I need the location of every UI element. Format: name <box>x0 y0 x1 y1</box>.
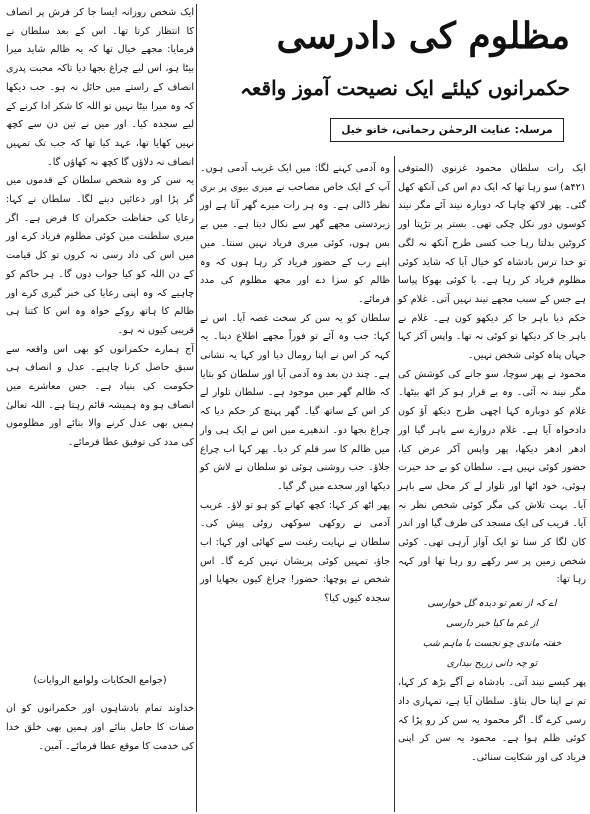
paragraph: وہ آدمی کہنے لگا: میں ایک غریب آدمی ہوں۔ آپ کے ایک خاص مصاحب نے میری بیوی پر بری نظر ڈالی ہے۔ وہ ہر رات میرے گھر آتا ہے اور زبردستی مجھے گھر سے نکال دیتا ہے۔ میں بے بس ہوں، کوئی میری فریاد نہیں سنتا۔ میں اپنے رب کے حضور فریاد کر رہا ہوں کہ وہ ظالم کو سزا دے اور مجھ مظلوم کی مدد فرمائے۔ <box>200 163 390 305</box>
article-subtitle: حکمرانوں کیلئے ایک نصیحت آموز واقعہ <box>240 76 570 100</box>
paragraph: ایک رات سلطان محمود غزنوی (المتوفی ۴۲۱ھ) سو رہا تھا کہ ایک دم اس کی آنکھ کھل گئی۔ پھر لاکھ چاہا کہ دوبارہ نیند آئے مگر نیند کوسوں دور نکل چکی تھی۔ بستر پر تڑپتا اور کروٹیں بدلتا رہا جب کسی طرح آنکھ نہ لگی تو خدا ترس بادشاہ کو خیال آیا کہ شاید کوئی مظلوم فریاد کر رہا ہے۔ یا کوئی بھوکا پیاسا ہے جس کے سبب مجھے نیند نہیں آتی۔ غلام کو حکم دیا باہر جا کر دیکھو کون ہے۔ غلام نے باہر جا کر دیکھا تو کوئی نہ تھا۔ واپس آکر کہا جہاں پناہ کوئی شخص نہیں۔ <box>398 163 586 362</box>
paragraph: پھر اٹھ کر کہا: کچھ کھانے کو ہو تو لاؤ۔ غریب آدمی نے روکھی سوکھی روٹی پیش کی۔ سلطان نے نہایت رغبت سے کھائی اور کہا: اب جاؤ، تمہیں کوئی پریشان نہیں کرے گا۔ اس شخص نے پوچھا: حضور! چراغ کیوں بجھایا اور سجدہ کیوں کیا؟ <box>200 499 390 605</box>
source-citation: (جوامع الحکایات ولوامع الروایات) <box>33 675 167 686</box>
poem-verse <box>398 594 586 674</box>
paragraph: آج ہمارے حکمرانوں کو بھی اس واقعہ سے سبق حاصل کرنا چاہیے۔ عدل و انصاف ہی حکومت کی بنیاد ہے۔ جس معاشرے میں انصاف ہو وہ ہمیشہ قائم رہتا ہے۔ اللہ تعالیٰ ہمیں بھی عدل کرنے والا بنائے اور مظلوموں کی مدد کی توفیق عطا فرمائے۔ <box>6 343 194 449</box>
verse-line: خفتہ ماندی چو نجست با ماہم شب <box>422 638 562 650</box>
article-column-second <box>200 160 390 812</box>
article-closing <box>6 672 194 802</box>
article-title: مظلوم کی دادرسی <box>276 15 570 57</box>
verse-line: از غم ما کیا خبر دارسی <box>446 618 538 630</box>
paragraph: ایک شخص روزانہ ایسا جا کر فرش پر انصاف کا انتظار کرتا تھا۔ اس کے بعد سلطان نے فرمایا: مجھے خیال تھا کہ یہ ظالم شاید میرا بیٹا ہو، اس لیے چراغ بجھا دیا تاکہ محبت پدری انصاف کے راستے میں حائل نہ ہو۔ جب دیکھا کہ وہ میرا بیٹا نہیں تو اللہ کا شکر ادا کرنے کے لیے سجدہ کیا۔ اور میں نے تین دن سے کچھ نہیں کھایا تھا، عہد کیا تھا کہ جب تک تمہیں انصاف نہ دلاؤں گا کچھ نہ کھاؤں گا۔ <box>6 7 194 168</box>
verse-line: تو چہ دانی زریح بیداری <box>446 658 538 670</box>
paragraph: محمود نے پھر سوچا، سو جانے کی کوشش کی مگر نیند نہ آئی۔ وہ بے قرار ہو کر اٹھ بیٹھا۔ غلام کو دوبارہ کہا اچھی طرح دیکھ آؤ کون دادخواہ آیا ہے۔ غلام دروازے سے باہر گیا اور ادھر ادھر دیکھا، پھر واپس آکر عرض کیا، حضور کوئی نہیں ہے۔ سلطان کو بے حد حیرت ہوئی، خود اٹھا اور تلوار لے کر محل سے باہر آیا۔ بہت تلاش کی مگر کوئی شخص نظر نہ آیا۔ قریب کی ایک مسجد کی طرف گیا اور اندر کان لگا کر سنا تو ایک آواز آرہی تھی۔ کوئی شخص زمین پر سر رکھے رو رہا تھا اور کہہ رہا تھا: <box>398 368 586 586</box>
article-column-third <box>6 4 194 664</box>
closing-paragraph: خداوند تمام بادشاہوں اور حکمرانوں کو ان صفات کا حامل بنائے اور ہمیں بھی خلق خدا کی خدمت کا موقع عطا فرمائے۔ آمین۔ <box>6 703 194 752</box>
paragraph: یہ سن کر وہ شخص سلطان کے قدموں میں گر پڑا اور دعائیں دینے لگا۔ سلطان نے کہا: رعایا کی حفاظت حکمران کا فرض ہے۔ اگر میری سلطنت میں کوئی مظلوم فریاد کرے اور میں اس کی داد رسی نہ کروں تو کل قیامت کے دن اللہ کو کیا جواب دوں گا۔ ہر حاکم کو چاہیے کہ وہ اپنی رعایا کی خبر گیری کرے اور ظالم کا ہاتھ روکے خواہ وہ اس کا کتنا ہی قریبی کیوں نہ ہو۔ <box>6 175 194 336</box>
paragraph: پھر کیسے نیند آتی۔ بادشاہ نے آگے بڑھ کر کہا، تم نے اپنا حال بتاؤ۔ سلطان آیا ہے، تمہاری داد رسی کرے گا۔ اگر محمود یہ سن کر رو پڑا کہ کوئی ظلم ہوا ہے۔ محمود یہ سن کر اپنی فریاد کی اور شکایت سنائی۔ <box>398 677 586 763</box>
column-divider <box>196 4 197 812</box>
article-byline: مرسلہ: عنایت الرحمٰن رحمانی، خانو خیل <box>330 118 564 142</box>
verse-line: اے کہ از نعم تو دیدہ گل خوارسی <box>427 598 557 610</box>
paragraph: سلطان کو یہ سن کر سخت غصہ آیا۔ اس نے کہا: جب وہ آئے تو فوراً مجھے اطلاع دینا۔ یہ کہہ کر اس نے اپنا رومال دیا اور کہا یہ نشانی ہے۔ چند دن بعد وہ آدمی آیا اور سلطان کو بتایا کہ ظالم گھر میں موجود ہے۔ سلطان تلوار لے کر اس کے ساتھ گیا۔ گھر پہنچ کر حکم دیا کہ چراغ بجھا دو۔ اندھیرے میں اس نے ایک ہی وار میں ظالم کا سر قلم کر دیا۔ پھر کہا اب چراغ جلاؤ۔ جب روشنی ہوئی تو سلطان نے لاش کو دیکھا اور سجدے میں گر گیا۔ <box>200 312 390 492</box>
article-column-first <box>398 160 586 812</box>
column-divider <box>394 156 395 812</box>
